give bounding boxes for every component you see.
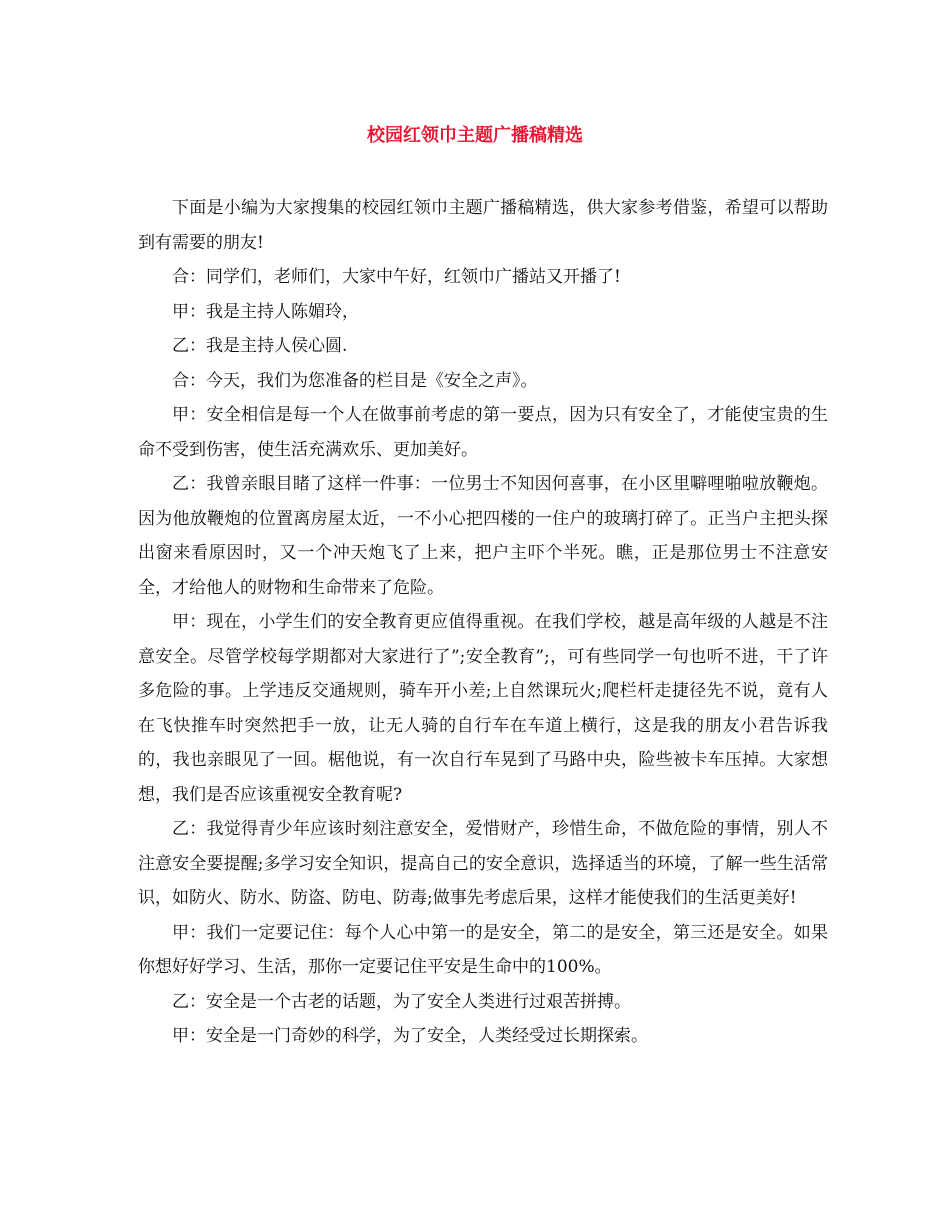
document-title: 校园红领巾主题广播稿精选	[367, 125, 583, 146]
paragraph-remember-safety: 甲：我们一定要记住：每个人心中第一的是安全，第二的是安全，第三还是安全。如果你想好好学习、生活，那你一定要记住平安是生命中的100%。	[138, 922, 828, 977]
paragraph-safety-first: 甲：安全相信是每一个人在做事前考虑的第一要点，因为只有安全了，才能使宝贵的生命不受到伤害，使生活充满欢乐、更加美好。	[138, 405, 828, 460]
paragraph-host-a: 甲：我是主持人陈媚玲，	[172, 301, 359, 322]
paragraph-program: 合：今天，我们为您准备的栏目是《安全之声》。	[172, 370, 538, 391]
paragraph-host-b: 乙：我是主持人侯心圆.	[172, 336, 348, 356]
paragraph-firecracker-story: 乙：我曾亲眼目睹了这样一件事：一位男士不知因何喜事，在小区里噼哩啪啦放鞭炮。因为他放鞭炮的位置离房屋太近，一不小心把四楼的一住户的玻璃打碎了。正当户主把头探出窗来看原因时，又一个冲天炮飞了上来，把户主吓个半死。瞧，正是那位男士不注意安全，才给他人的财物和生命带来了危险。	[138, 474, 828, 598]
paragraph-safety-education: 甲：现在，小学生们的安全教育更应值得重视。在我们学校，越是高年级的人越是不注意安全。尽管学校每学期都对大家进行了”;安全教育”;，可有些同学一句也听不进，干了许多危险的事。上学违反交通规则，骑车开小差;上自然课玩火;爬栏杆走捷径先不说，竟有人在飞快推车时突然把手一放，让无人骑的自行车在车道上横行，这是我的朋友小君告诉我的，我也亲眼见了一回。椐他说，有一次自行车晃到了马路中央，险些被卡车压掉。大家想想，我们是否应该重视安全教育呢?	[138, 612, 828, 805]
paragraph-science: 甲：安全是一门奇妙的科学，为了安全，人类经受过长期探索。	[172, 1026, 648, 1046]
document-body	[138, 191, 828, 1054]
paragraph-youth-safety: 乙：我觉得青少年应该时刻注意安全，爱惜财产，珍惜生命，不做危险的事情，别人不注意安全要提醒;多学习安全知识，提高自己的安全意识，选择适当的环境，了解一些生活常识，如防火、防水、防盗、防电、防毒;做事先考虑后果，这样才能使我们的生活更美好!	[138, 819, 828, 908]
paragraph-opening: 合：同学们，老师们，大家中午好，红领巾广播站又开播了!	[172, 267, 621, 287]
paragraph-intro: 下面是小编为大家搜集的校园红领巾主题广播稿精选，供大家参考借鉴，希望可以帮助到有需要的朋友!	[138, 198, 828, 253]
paragraph-ancient-topic: 乙：安全是一个古老的话题，为了安全人类进行过艰苦拼搏。	[172, 991, 631, 1012]
